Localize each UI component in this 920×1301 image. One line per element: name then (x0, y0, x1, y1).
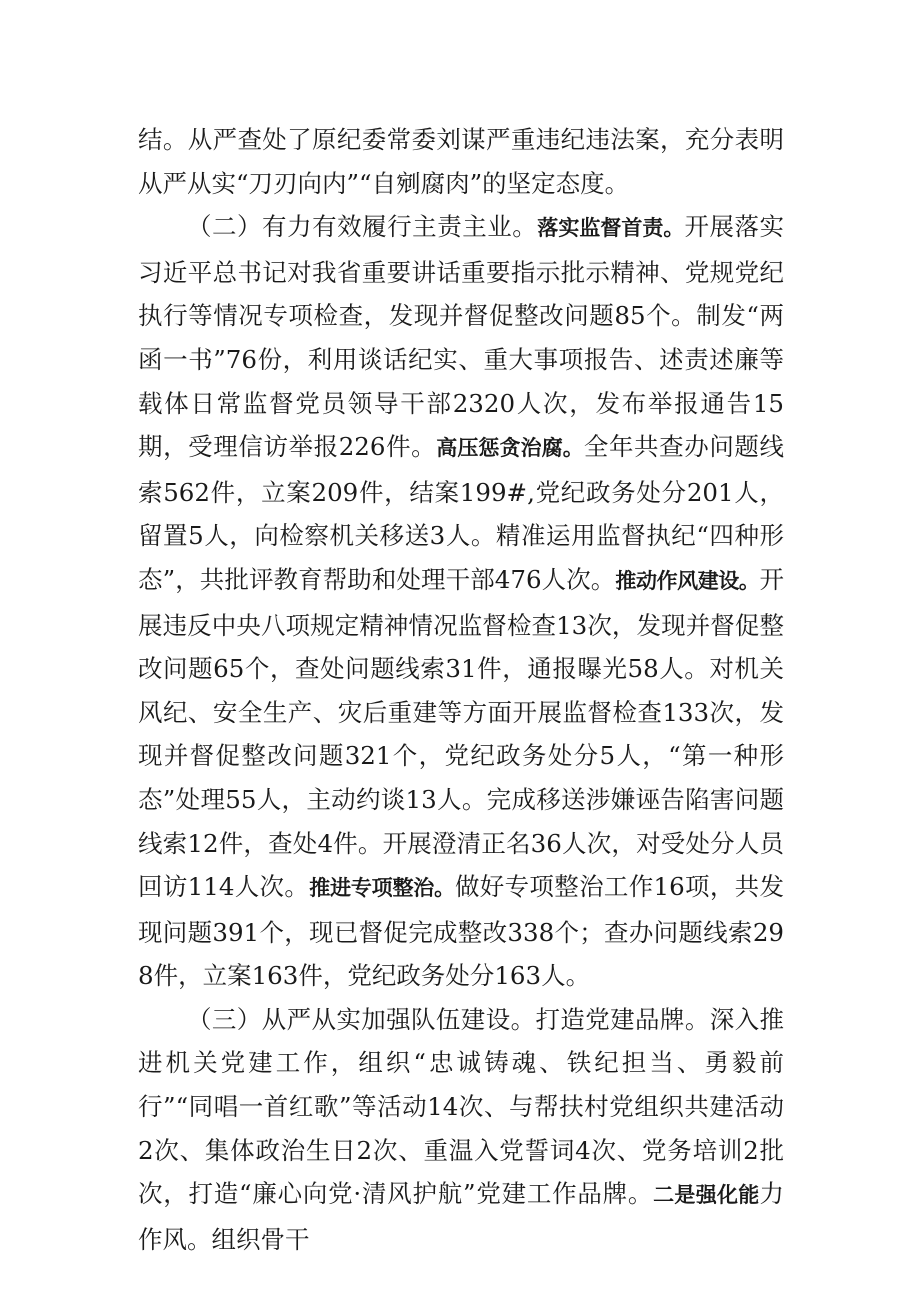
p3-text-1: 力作风。组织骨干 (138, 1179, 784, 1254)
bold-lead-capability: 二是强化能 (653, 1183, 760, 1208)
paragraph-1 (138, 118, 784, 205)
p2-text-2: 全年共查办问题线索562件，立案209件，结案199#,党纪政务处分201人，留置5人，向检察机关移送3人。精准运用监督执纪“四种形态”，共批评教育帮助和处理干部476人次。 (138, 432, 784, 594)
paragraph-2 (138, 205, 784, 998)
p1-text: 结。从严查处了原纪委常委刘谋严重违纪违法案，充分表明从严从实“刀刃向内”“自剜腐肉”的坚定态度。 (138, 125, 784, 198)
section-heading-3: （三）从严从实加强队伍建设。打造党建品牌。深入推进机关党建工作，组织“忠诚铸魂、铁纪担当、勇毅前行”“同唱一首红歌”等活动14次、与帮扶村党组织共建活动2次、集体政治生日2次、重温入党誓词4次、党务培训2批次，打造“廉心向党·清风护航”党建工作品牌。 (138, 1004, 784, 1209)
p2-text-3: 开展违反中央八项规定精神情况监督检查13次，发现并督促整改问题65个，查处问题线索31件，通报曝光58人。对机关风纪、安全生产、灾后重建等方面开展监督检查133次，发现并督促整改问题321个，党纪政务处分5人，“第一种形态”处理55人，主动约谈13人。完成移送涉嫌诬告陷害问题线索12件，查处4件。开展澄清正名36人次，对受处分人员回访114人次。 (138, 564, 784, 902)
paragraph-3 (138, 998, 784, 1262)
bold-lead-special-rectification: 推进专项整治。 (309, 876, 455, 901)
p2-text-4: 做好专项整治工作16项，共发现问题391个，现已督促完成整改338个；查办问题线索298件，立案163件，党纪政务处分163人。 (138, 872, 785, 991)
section-heading-2: （二）有力有效履行主责主业。 (187, 212, 538, 242)
bold-lead-work-style: 推动作风建设。 (615, 568, 760, 593)
bold-lead-supervision: 落实监督首责。 (537, 216, 685, 241)
document-page (138, 118, 784, 1261)
p2-text-1: 开展落实习近平总书记对我省重要讲话重要指示批示精神、党规党纪执行等情况专项检查，发现并督促整改问题85个。制发“两函一书”76份，利用谈话纪实、重大事项报告、述责述廉等载体日常监督党员领导干部2320人次，发布举报通告15期，受理信访举报226件。 (138, 212, 785, 462)
bold-lead-anticorruption: 高压惩贪治腐。 (436, 436, 584, 461)
